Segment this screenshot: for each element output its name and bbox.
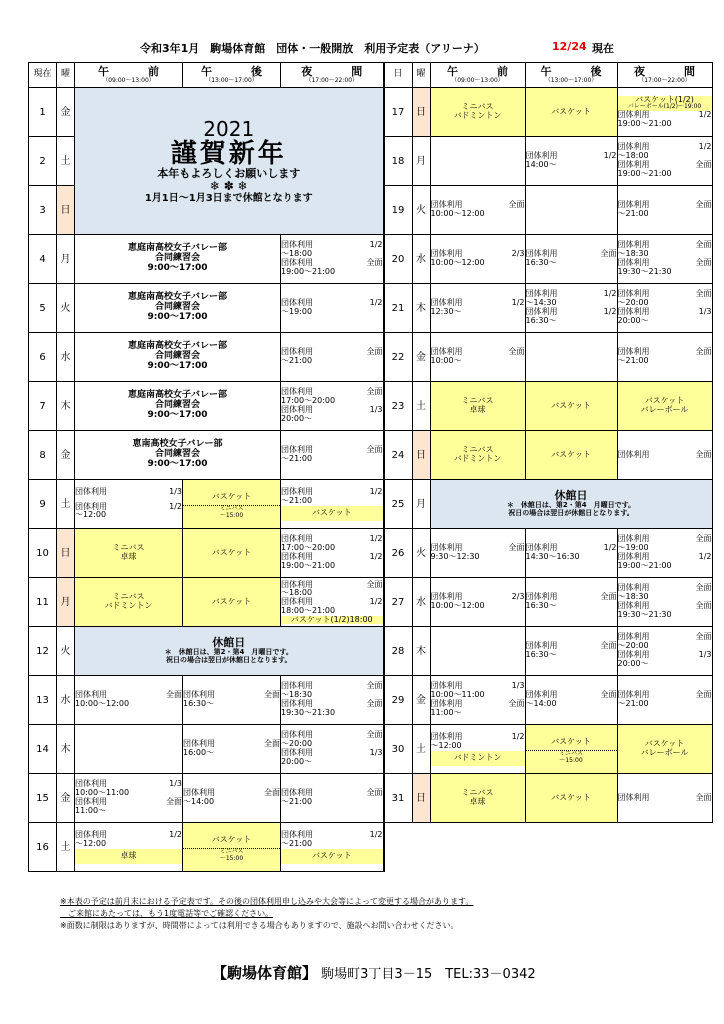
schedule-cell: 日	[57, 186, 75, 235]
schedule-cell: 金	[57, 431, 75, 480]
note-2: ご来館にあたっては、もう1度電話等でご確認ください。	[60, 909, 274, 918]
schedule-cell: 水	[412, 578, 430, 627]
schedule-cell: 団体利用 全面 ～18:00 団体利用 1/2 18:00～21:00 バスケット(1/2)18:00	[281, 578, 384, 627]
schedule-cell: 4	[29, 235, 57, 284]
schedule-cell: バスケット	[525, 774, 617, 823]
schedule-cell: 月	[57, 578, 75, 627]
schedule-cell: 19	[384, 186, 413, 235]
schedule-cell: ミニバス 卓球	[430, 774, 525, 823]
header-row	[29, 63, 713, 88]
schedule-cell: 3	[29, 186, 57, 235]
schedule-cell: 団体利用 1/2 12:30～	[430, 284, 525, 333]
banner-closure: 1月1日～1月3日まで休館となります	[144, 193, 313, 205]
schedule-cell: 2	[29, 137, 57, 186]
schedule-cell: 25	[384, 480, 413, 529]
schedule-cell: バスケット(1/2) バレーボール(1/2)～19:00 団体利用 1/2 19:00～21:00	[617, 88, 712, 137]
schedule-cell: 団体利用 1/2 ～12:00 バドミントン	[430, 725, 525, 774]
schedule-cell: 団体利用 1/2 ～12:00 卓球	[75, 823, 183, 872]
schedule-cell: バスケット ミニバス ～15:00	[183, 823, 281, 872]
schedule-cell: 団体利用 全面 ～19:00 団体利用 1/2 19:00～21:00	[617, 529, 712, 578]
new-year-banner	[75, 88, 384, 235]
schedule-cell: 11	[29, 578, 57, 627]
schedule-cell: 団体利用 全面 16:30～	[525, 578, 617, 627]
schedule-cell: 恵庭南高校女子バレー部 合同練習会 9:00～17:00	[75, 284, 281, 333]
schedule-cell: 団体利用 2/3 10:00～12:00	[430, 235, 525, 284]
schedule-cell: 水	[57, 333, 75, 382]
schedule-cell: 23	[384, 382, 413, 431]
table-row	[29, 333, 713, 382]
schedule-cell	[384, 823, 713, 872]
schedule-cell: 5	[29, 284, 57, 333]
schedule-cell: ミニバス バドミントン	[430, 431, 525, 480]
schedule-cell: バスケット ミニバス ～15:00	[525, 725, 617, 774]
schedule-cell: バスケット	[525, 382, 617, 431]
schedule-cell: 団体利用 全面 16:00～	[183, 725, 281, 774]
schedule-cell: 木	[57, 725, 75, 774]
footer	[212, 962, 536, 983]
schedule-cell: 6	[29, 333, 57, 382]
schedule-cell: 団体利用 全面 ～21:00	[281, 431, 384, 480]
schedule-cell: 日	[412, 774, 430, 823]
table-row	[29, 431, 713, 480]
schedule-cell: 団体利用 全面 ～18:30 団体利用 全面 19:30～21:30	[281, 676, 384, 725]
schedule-cell: 団体利用 全面	[617, 431, 712, 480]
schedule-cell: 火	[57, 284, 75, 333]
col-weekday: 曜	[57, 63, 75, 88]
schedule-cell: 火	[412, 186, 430, 235]
schedule-cell: 団体利用 全面 ～20:00 団体利用 1/3 20:00～	[617, 627, 712, 676]
schedule-cell: 30	[384, 725, 413, 774]
schedule-cell: 27	[384, 578, 413, 627]
schedule-cell: 恵庭南高校女子バレー部 合同練習会 9:00～17:00	[75, 333, 281, 382]
col-day: 日	[384, 63, 413, 88]
table-row	[29, 529, 713, 578]
schedule-cell: 団体利用 1/3 10:00～11:00 団体利用 全面 11:00～	[430, 676, 525, 725]
col-weekday-2: 曜	[412, 63, 430, 88]
schedule-cell: 団体利用 1/3 団体利用 1/2 ～12:00	[75, 480, 183, 529]
schedule-cell: 団体利用 1/2 ～21:00 バスケット	[281, 823, 384, 872]
table-row	[29, 676, 713, 725]
schedule-cell: 団体利用 全面 9:30～12:30	[430, 529, 525, 578]
schedule-cell	[430, 627, 525, 676]
schedule-cell: 恵庭南高校女子バレー部 合同練習会 9:00～17:00	[75, 382, 281, 431]
schedule-cell: ミニバス バドミントン	[75, 578, 183, 627]
schedule-cell: 団体利用 全面	[617, 774, 712, 823]
schedule-cell: 団体利用 全面 ～21:00	[617, 676, 712, 725]
schedule-cell	[525, 186, 617, 235]
schedule-cell: 団体利用 全面 ～14:00	[525, 676, 617, 725]
schedule-cell: 土	[57, 823, 75, 872]
table-row	[29, 725, 713, 774]
schedule-cell: 日	[412, 431, 430, 480]
schedule-cell: 木	[57, 382, 75, 431]
schedule-cell: バスケット ミニバス ～15:00	[183, 480, 281, 529]
table-row	[29, 88, 713, 137]
schedule-cell: 29	[384, 676, 413, 725]
table-row	[29, 823, 713, 872]
schedule-cell	[75, 725, 183, 774]
facility-name: 【駒場体育館】	[212, 964, 318, 982]
schedule-cell: 木	[412, 284, 430, 333]
schedule-cell: 火	[57, 627, 75, 676]
schedule-cell: 26	[384, 529, 413, 578]
table-row	[29, 284, 713, 333]
schedule-cell: 恵庭南高校女子バレー部 合同練習会 9:00～17:00	[75, 235, 281, 284]
page-title: 令和3年1月 駒場体育館 団体・一般開放 利用予定表（アリーナ）	[140, 42, 485, 55]
schedule-cell: 土	[57, 480, 75, 529]
schedule-cell: 1	[29, 88, 57, 137]
schedule-cell: バスケット	[183, 529, 281, 578]
schedule-cell: 団体利用 1/2 14:00～	[525, 137, 617, 186]
schedule-cell: 金	[57, 774, 75, 823]
schedule-cell: 22	[384, 333, 413, 382]
facility-address: 駒場町3丁目3－15 TEL:33－0342	[321, 967, 536, 982]
schedule-cell: 団体利用 全面 16:30～	[525, 235, 617, 284]
schedule-cell: 8	[29, 431, 57, 480]
closed-day-12: 休館日 ＊ 休館日は、第2・第4 月曜日です。 祝日の場合は翌日が休館日となります。	[75, 627, 384, 676]
schedule-table	[28, 62, 713, 872]
schedule-cell: 団体利用 全面 ～21:00	[281, 333, 384, 382]
table-row	[29, 480, 713, 529]
schedule-cell: 団体利用 全面 ～21:00	[617, 186, 712, 235]
schedule-cell: 団体利用 全面 ～18:30 団体利用 全面 19:30～21:30	[617, 578, 712, 627]
snowflake-icon: ❄ ✽ ❄	[209, 179, 248, 194]
schedule-cell: 土	[412, 725, 430, 774]
schedule-cell: 団体利用 全面 10:00～	[430, 333, 525, 382]
banner-greeting: 謹賀新年	[170, 138, 287, 169]
table-row	[29, 578, 713, 627]
schedule-cell: 14	[29, 725, 57, 774]
schedule-cell: 土	[57, 137, 75, 186]
schedule-cell: 金	[57, 88, 75, 137]
schedule-cell: 木	[412, 627, 430, 676]
schedule-cell: 団体利用 1/2 ～18:00 団体利用 全面 19:00～21:00	[281, 235, 384, 284]
schedule-cell: 団体利用 1/3 10:00～11:00 団体利用 全面 11:00～	[75, 774, 183, 823]
schedule-cell: 21	[384, 284, 413, 333]
schedule-cell: 日	[412, 88, 430, 137]
schedule-cell: ミニバス 卓球	[75, 529, 183, 578]
closed-day-25: 休館日 ＊ 休館日は、第2・第4 月曜日です。 祝日の場合は翌日が休館日となります。	[430, 480, 712, 529]
schedule-cell: 団体利用 全面 16:30～	[183, 676, 281, 725]
schedule-cell: 恵南高校女子バレー部 合同練習会 9:00～17:00	[75, 431, 281, 480]
schedule-cell: ミニバス バドミントン	[430, 88, 525, 137]
schedule-cell: 18	[384, 137, 413, 186]
schedule-cell	[525, 333, 617, 382]
schedule-cell: 団体利用 全面 17:00～20:00 団体利用 1/3 20:00～	[281, 382, 384, 431]
schedule-cell: 17	[384, 88, 413, 137]
note-3: ※面数に制限はありますが、時間帯によっては利用できる場合もありますので、施設へお問い合わせください。	[60, 921, 459, 930]
schedule-cell: 金	[412, 333, 430, 382]
schedule-cell: 24	[384, 431, 413, 480]
schedule-cell: 団体利用 全面 ～18:30 団体利用 全面 19:30～21:30	[617, 235, 712, 284]
banner-message: 本年もよろしくお願いします	[157, 167, 301, 181]
schedule-cell: バスケット	[183, 578, 281, 627]
schedule-cell: 9	[29, 480, 57, 529]
schedule-cell: 月	[57, 235, 75, 284]
schedule-cell: 水	[412, 235, 430, 284]
schedule-cell: 団体利用 全面 16:30～	[525, 627, 617, 676]
schedule-cell: 団体利用 1/2 ～18:00 団体利用 全面 19:00～21:00	[617, 137, 712, 186]
schedule-cell	[430, 137, 525, 186]
col-pm-2: 午 後 （13:00～17:00）	[525, 63, 617, 88]
schedule-cell: 日	[57, 529, 75, 578]
schedule-cell: 月	[412, 137, 430, 186]
col-am-2: 午 前 （09:00～13:00）	[430, 63, 525, 88]
schedule-cell: 団体利用 2/3 10:00～12:00	[430, 578, 525, 627]
notes	[60, 896, 473, 932]
schedule-cell: 金	[412, 676, 430, 725]
schedule-cell: バスケット バレーボール	[617, 382, 712, 431]
schedule-cell: 31	[384, 774, 413, 823]
table-row	[29, 382, 713, 431]
schedule-cell: 10	[29, 529, 57, 578]
schedule-cell: 団体利用 全面 10:00～12:00	[430, 186, 525, 235]
as-of-date: 12/24	[552, 40, 587, 53]
col-am: 午 前 （09:00～13:00）	[75, 63, 183, 88]
col-evening-2: 夜 間 （17:00～22:00）	[617, 63, 712, 88]
schedule-cell: 12	[29, 627, 57, 676]
schedule-cell: 団体利用 全面 ～20:00 団体利用 1/3 20:00～	[617, 284, 712, 333]
table-row	[29, 774, 713, 823]
schedule-cell: 28	[384, 627, 413, 676]
table-row	[29, 627, 713, 676]
schedule-cell: 13	[29, 676, 57, 725]
page-header	[0, 40, 724, 58]
schedule-cell: バスケット バレーボール	[617, 725, 712, 774]
schedule-cell: 土	[412, 382, 430, 431]
schedule-cell: 16	[29, 823, 57, 872]
schedule-cell: 団体利用 全面 10:00～12:00	[75, 676, 183, 725]
schedule-cell: 団体利用 全面 ～14:00	[183, 774, 281, 823]
schedule-cell: 7	[29, 382, 57, 431]
schedule-cell: ミニバス 卓球	[430, 382, 525, 431]
schedule-cell: 火	[412, 529, 430, 578]
col-evening: 夜 間 （17:00～22:00）	[281, 63, 384, 88]
banner-year: 2021	[203, 116, 255, 141]
col-pm: 午 後 （13:00～17:00）	[183, 63, 281, 88]
schedule-cell: 団体利用 全面 ～20:00 団体利用 1/3 20:00～	[281, 725, 384, 774]
schedule-cell: 団体利用 1/2 ～21:00 バスケット	[281, 480, 384, 529]
schedule-cell: バスケット	[525, 88, 617, 137]
schedule-cell: 団体利用 1/2 ～14:30 団体利用 1/2 16:30～	[525, 284, 617, 333]
schedule-cell: 水	[57, 676, 75, 725]
col-now: 現在	[29, 63, 57, 88]
schedule-cell: 20	[384, 235, 413, 284]
schedule-cell: バスケット	[525, 431, 617, 480]
schedule-cell: 団体利用 全面 ～21:00	[281, 774, 384, 823]
table-row	[29, 235, 713, 284]
schedule-cell: 団体利用 全面 ～21:00	[617, 333, 712, 382]
as-of-label: 現在	[592, 42, 614, 55]
schedule-cell: 団体利用 1/2 17:00～20:00 団体利用 1/2 19:00～21:00	[281, 529, 384, 578]
schedule-cell: 15	[29, 774, 57, 823]
schedule-cell: 団体利用 1/2 14:30～16:30	[525, 529, 617, 578]
note-1: ※本表の予定は前月末における予定表です。その後の団体利用申し込みや大会等によって変更する場合があります。	[60, 897, 474, 906]
schedule-cell: 団体利用 1/2 ～19:00	[281, 284, 384, 333]
schedule-cell: 月	[412, 480, 430, 529]
